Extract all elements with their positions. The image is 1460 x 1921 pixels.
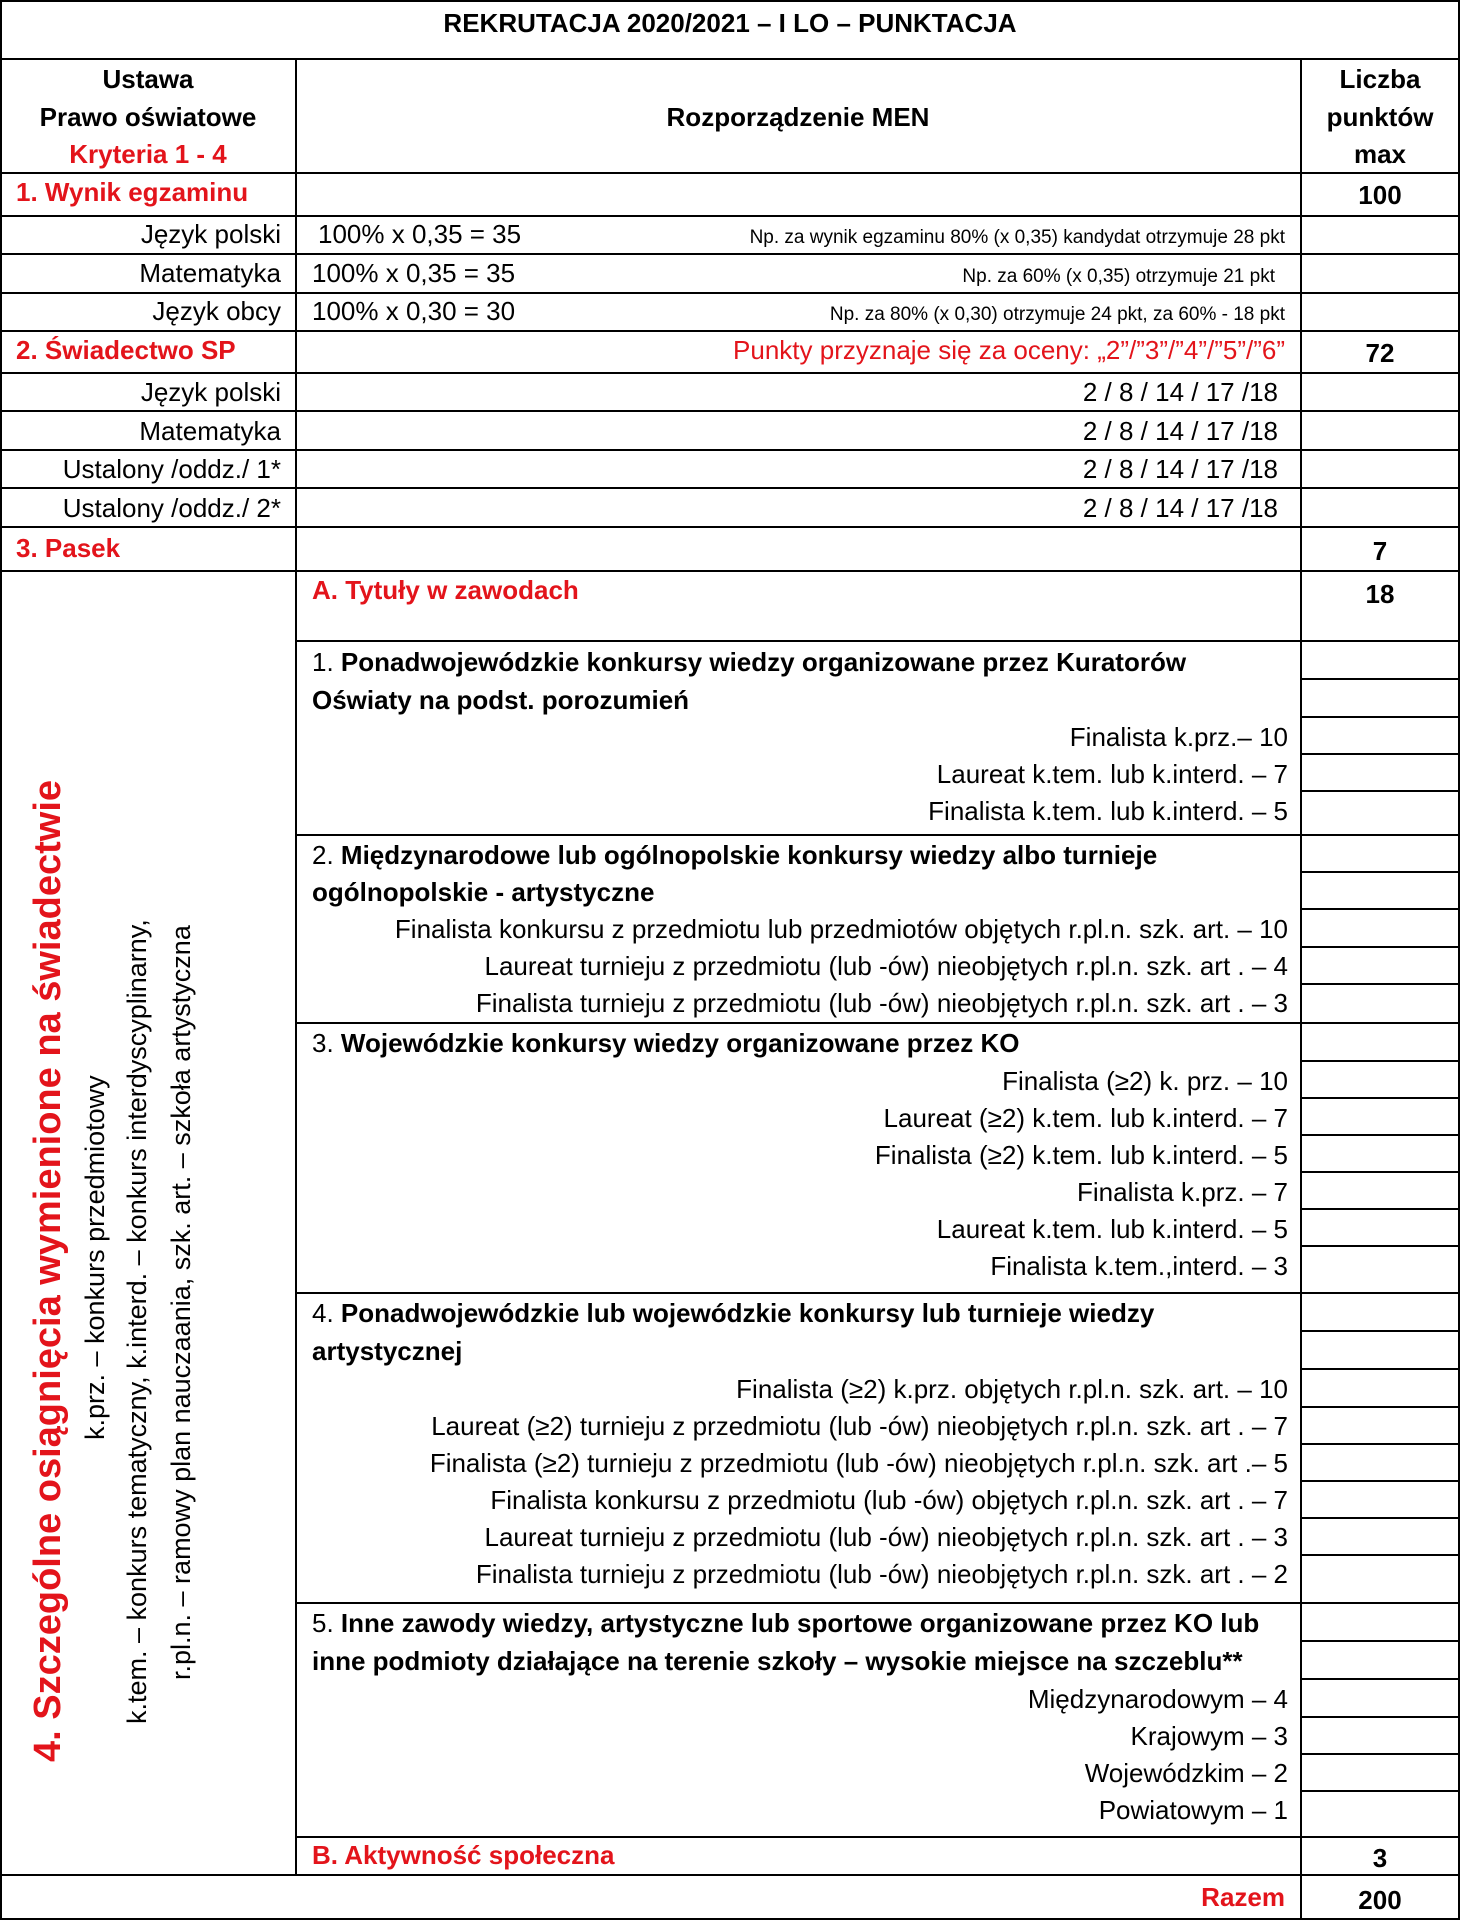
max-cell-rule	[1300, 1716, 1460, 1718]
max-cell-rule	[1300, 1517, 1460, 1519]
group2-title-line1: 2. Międzynarodowe lub ogólnopolskie konkursy wiedzy albo turnieje	[312, 840, 1158, 870]
header-col3-line1: Liczba	[1339, 64, 1421, 94]
max-cell-rule	[1300, 716, 1460, 718]
group1-item-1: Finalista k.prz.– 10	[1069, 722, 1288, 752]
s2-points-1: 2 / 8 / 14 / 17 /18	[1082, 377, 1278, 407]
group4-item-5: Laureat turnieju z przedmiotu (lub -ów) nieobjętych r.pl.n. szk. art . – 3	[484, 1522, 1288, 1552]
max-cell-rule	[1300, 790, 1460, 792]
max-cell-rule	[1300, 1554, 1460, 1556]
section4-legend-2: k.tem. – konkurs tematyczny, k.interd. – konkurs interdyscyplinarny,	[122, 919, 152, 1724]
max-cell-rule	[1300, 1406, 1460, 1408]
s1-formula-1: 100% x 0,35 = 35	[318, 219, 522, 249]
s1-note-1: Np. za wynik egzaminu 80% (x 0,35) kandydat otrzymuje 28 pkt	[749, 227, 1285, 248]
rule-s2-r3	[0, 487, 1460, 489]
header-criteria: Kryteria 1 - 4	[69, 139, 227, 169]
border-bottom	[0, 1918, 1460, 1920]
section3-label: 3. Pasek	[16, 533, 121, 563]
section1-max: 100	[1358, 180, 1402, 210]
rule-s2-r2	[0, 449, 1460, 451]
s1-formula-3: 100% x 0,30 = 30	[312, 296, 516, 326]
group5-item-2: Krajowym – 3	[1130, 1721, 1288, 1751]
rule-g3	[296, 1292, 1460, 1294]
rule-title	[0, 58, 1460, 60]
s1-subject-2: Matematyka	[139, 258, 281, 288]
group5-title-line2: inne podmioty działające na terenie szkoły – wysokie miejsce na szczeblu**	[312, 1646, 1243, 1676]
max-cell-rule	[1300, 1753, 1460, 1755]
group4-title-line2: artystycznej	[312, 1336, 463, 1366]
border-top	[0, 0, 1460, 2]
max-cell-rule	[1300, 1208, 1460, 1210]
header-col1-line2: Prawo oświatowe	[39, 102, 257, 132]
rule-g1	[296, 834, 1460, 836]
header-col3-line2: punktów	[1326, 102, 1434, 132]
max-cell-rule	[1300, 1443, 1460, 1445]
max-cell-rule	[1300, 1171, 1460, 1173]
group3-item-5: Laureat k.tem. lub k.interd. – 5	[936, 1214, 1288, 1244]
max-cell-rule	[1300, 1678, 1460, 1680]
total-label: Razem	[1201, 1882, 1285, 1912]
header-col3-line3: max	[1353, 139, 1407, 169]
max-cell-rule	[1300, 908, 1460, 910]
group5-item-4: Powiatowym – 1	[1098, 1795, 1288, 1825]
s1-note-3: Np. za 80% (x 0,30) otrzymuje 24 pkt, za 60% - 18 pkt	[829, 304, 1285, 325]
group3-item-4: Finalista k.prz. – 7	[1077, 1177, 1288, 1207]
group5-title-line1: 5. Inne zawody wiedzy, artystyczne lub sportowe organizowane przez KO lub	[312, 1608, 1260, 1638]
group3-item-1: Finalista (≥2) k. prz. – 10	[1002, 1066, 1288, 1096]
section4-title: 4. Szczególne osiągnięcia wymienione na świadectwie	[27, 779, 69, 1762]
total-value: 200	[1358, 1885, 1402, 1915]
group1-title-line1: 1. Ponadwojewódzkie konkursy wiedzy organizowane przez Kuratorów	[312, 647, 1187, 677]
rule-s1-r1	[0, 253, 1460, 255]
section2-grades-note: Punkty przyznaje się za oceny: „2”/”3”/”4”/”5”/”6”	[733, 335, 1285, 365]
header-col2: Rozporządzenie MEN	[666, 102, 930, 132]
group4-item-4: Finalista konkursu z przedmiotu (lub -ów) objętych r.pl.n. szk. art . – 7	[490, 1485, 1288, 1515]
partB-max: 3	[1372, 1843, 1388, 1873]
max-cell-rule	[1300, 1097, 1460, 1099]
section4-legend-3: r.pl.n. – ramowy plan nauczaania, szk. art. – szkoła artystyczna	[166, 925, 196, 1680]
group3-item-3: Finalista (≥2) k.tem. lub k.interd. – 5	[874, 1140, 1288, 1170]
s1-formula-2: 100% x 0,35 = 35	[312, 258, 516, 288]
group4-item-6: Finalista turnieju z przedmiotu (lub -ów) nieobjętych r.pl.n. szk. art . – 2	[475, 1559, 1288, 1589]
partA-label: A. Tytuły w zawodach	[312, 575, 579, 605]
s1-subject-3: Język obcy	[152, 296, 281, 326]
rule-s3	[0, 570, 1460, 572]
max-cell-rule	[1300, 1640, 1460, 1642]
rule-partA	[296, 640, 1460, 642]
s1-subject-1: Język polski	[140, 219, 281, 249]
section3-max: 7	[1372, 536, 1388, 566]
rule-g4	[296, 1602, 1460, 1604]
group2-title-line2: ogólnopolskie - artystyczne	[312, 877, 655, 907]
max-cell-rule	[1300, 753, 1460, 755]
max-cell-rule	[1300, 983, 1460, 985]
max-cell-rule	[1300, 1060, 1460, 1062]
page-title: REKRUTACJA 2020/2021 – I LO – PUNKTACJA	[443, 8, 1017, 38]
section2-max: 72	[1365, 338, 1395, 368]
section4-legend-1: k.prz. – konkurs przedmiotowy	[80, 1075, 110, 1440]
group4-title-line1: 4. Ponadwojewódzkie lub wojewódzkie konkursy lub turnieje wiedzy	[312, 1298, 1155, 1328]
group1-item-2: Laureat k.tem. lub k.interd. – 7	[936, 759, 1288, 789]
group3-item-6: Finalista k.tem.,interd. – 3	[990, 1251, 1288, 1281]
rule-partB	[0, 1874, 1460, 1876]
partA-max: 18	[1365, 579, 1395, 609]
group3-item-2: Laureat (≥2) k.tem. lub k.interd. – 7	[883, 1103, 1288, 1133]
s2-points-3: 2 / 8 / 14 / 17 /18	[1082, 454, 1278, 484]
max-cell-rule	[1300, 1368, 1460, 1370]
max-cell-rule	[1300, 1790, 1460, 1792]
rule-s1-r2	[0, 292, 1460, 294]
s2-points-4: 2 / 8 / 14 / 17 /18	[1082, 493, 1278, 523]
s2-subject-4: Ustalony /oddz./ 2*	[62, 493, 281, 523]
group3-title-line1: 3. Wojewódzkie konkursy wiedzy organizowane przez KO	[312, 1028, 1020, 1058]
section2-label: 2. Świadectwo SP	[16, 335, 236, 365]
group4-item-3: Finalista (≥2) turnieju z przedmiotu (lub -ów) nieobjętych r.pl.n. szk. art .– 5	[429, 1448, 1288, 1478]
s2-subject-1: Język polski	[140, 377, 281, 407]
section1-label: 1. Wynik egzaminu	[16, 177, 249, 207]
max-cell-rule	[1300, 678, 1460, 680]
max-cell-rule	[1300, 1480, 1460, 1482]
group1-item-3: Finalista k.tem. lub k.interd. – 5	[928, 796, 1288, 826]
col-divider-1	[295, 58, 297, 1874]
max-cell-rule	[1300, 946, 1460, 948]
rule-s2-r1	[0, 410, 1460, 412]
group4-item-1: Finalista (≥2) k.prz. objętych r.pl.n. szk. art. – 10	[736, 1374, 1288, 1404]
group4-item-2: Laureat (≥2) turnieju z przedmiotu (lub -ów) nieobjętych r.pl.n. szk. art . – 7	[431, 1411, 1288, 1441]
group1-title-line2: Oświaty na podst. porozumień	[312, 685, 690, 715]
rule-g5	[296, 1836, 1460, 1838]
max-cell-rule	[1300, 1245, 1460, 1247]
s2-points-2: 2 / 8 / 14 / 17 /18	[1082, 416, 1278, 446]
max-cell-rule	[1300, 1330, 1460, 1332]
group5-item-1: Międzynarodowym – 4	[1027, 1684, 1288, 1714]
s2-subject-3: Ustalony /oddz./ 1*	[62, 454, 281, 484]
rule-s1-r3	[0, 330, 1460, 332]
border-left	[0, 0, 2, 1920]
max-cell-rule	[1300, 1134, 1460, 1136]
group2-item-2: Laureat turnieju z przedmiotu (lub -ów) nieobjętych r.pl.n. szk. art . – 4	[484, 951, 1288, 981]
max-cell-rule	[1300, 871, 1460, 873]
header-col1-line1: Ustawa	[102, 64, 194, 94]
rule-s2-r4	[0, 526, 1460, 528]
s1-note-2: Np. za 60% (x 0,35) otrzymuje 21 pkt	[962, 266, 1275, 287]
group5-item-3: Wojewódzkim – 2	[1084, 1758, 1288, 1788]
group2-item-3: Finalista turnieju z przedmiotu (lub -ów) nieobjętych r.pl.n. szk. art . – 3	[475, 988, 1288, 1018]
rule-s1	[0, 215, 1460, 217]
rule-header	[0, 172, 1460, 174]
rule-s2	[0, 372, 1460, 374]
s2-subject-2: Matematyka	[139, 416, 281, 446]
group2-item-1: Finalista konkursu z przedmiotu lub przedmiotów objętych r.pl.n. szk. art. – 10	[394, 914, 1288, 944]
rule-g2	[296, 1022, 1460, 1024]
partB-label: B. Aktywność społeczna	[312, 1840, 615, 1870]
